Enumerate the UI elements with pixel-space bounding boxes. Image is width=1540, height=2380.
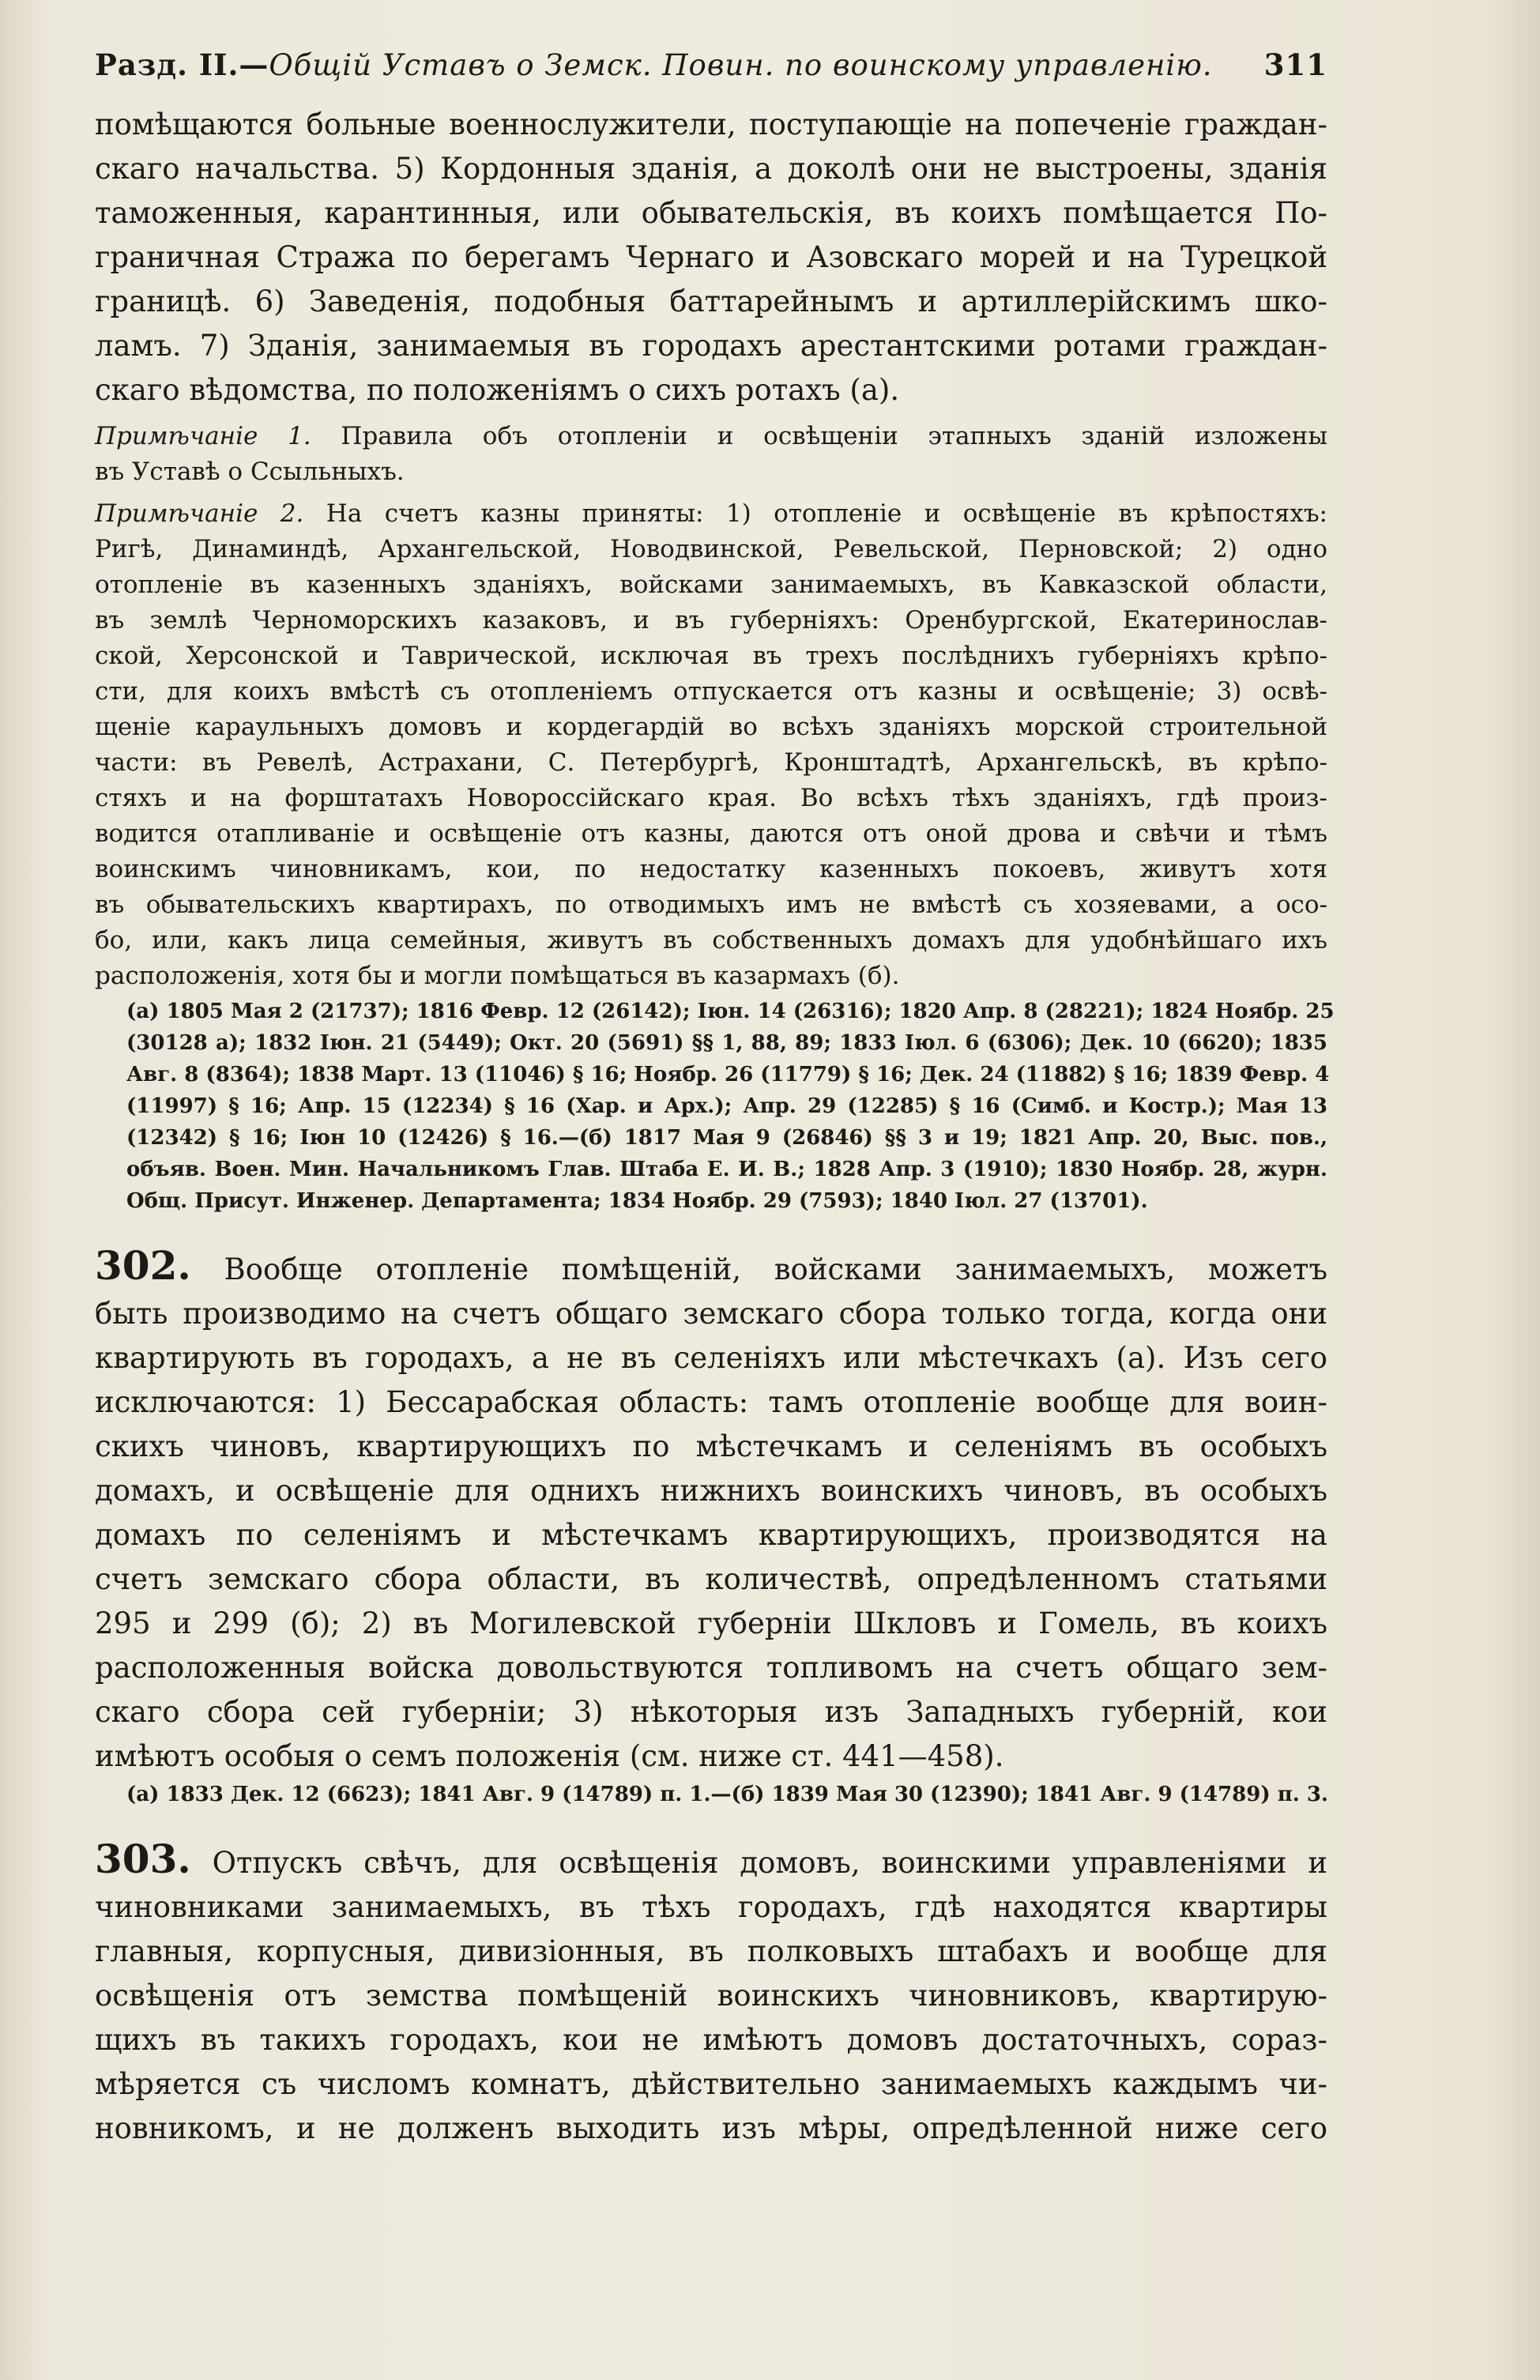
- note-text: воинскимъ чиновникамъ, кои, по недостатку казенныхъ покоевъ, живутъ хотя: [95, 855, 1327, 883]
- article-text: счетъ земскаго сбора области, въ количествѣ, опредѣленномъ статьями: [95, 1562, 1327, 1596]
- note-text: ской, Херсонской и Таврической, исключая въ трехъ послѣднихъ губерніяхъ крѣпо-: [95, 642, 1327, 670]
- text-line: [95, 1336, 1327, 1380]
- header-title-text: Общій Уставъ о Земск. Повин. по воинскому управленію.: [269, 48, 1213, 82]
- article-text: имѣютъ особыя о семъ положенія (см. ниже ст. 441—458).: [95, 1739, 1004, 1773]
- note-text: стяхъ и на форштатахъ Новороссійскаго края. Во всѣхъ тѣхъ зданіяхъ, гдѣ произ-: [95, 784, 1327, 812]
- text-line: [95, 1513, 1327, 1557]
- note-text: въ землѣ Черноморскихъ казаковъ, и въ губерніяхъ: Оренбургской, Екатеринослав-: [95, 606, 1327, 635]
- note-text: На счетъ казны приняты: 1) отопленіе и освѣщеніе въ крѣпостяхъ:: [303, 499, 1327, 528]
- note-label: Примѣчаніе 1.: [95, 422, 311, 450]
- text-line: граничная Стража по берегамъ Чернаго и Азовскаго морей и на Турецкой: [95, 240, 1327, 274]
- text-line: скаго начальства. 5) Кордонныя зданія, а доколѣ они не выстроены, зданія: [95, 152, 1327, 186]
- text-line: помѣщаются больные военнослужители, поступающіе на попеченіе граждан-: [95, 107, 1327, 141]
- article-text: главныя, корпусныя, дивизіонныя, въ полковыхъ штабахъ и вообще для: [95, 1934, 1327, 1968]
- text-line: [95, 710, 1327, 745]
- text-line: [95, 603, 1327, 638]
- note-text: водится отапливаніе и освѣщеніе отъ казны, даются отъ оной дрова и свѣчи и тѣмъ: [95, 819, 1327, 848]
- text-line: [95, 781, 1327, 816]
- article-text: исключаются: 1) Бессарабская область: тамъ отопленіе вообще для воин-: [95, 1385, 1327, 1419]
- header-title: [95, 47, 1213, 82]
- text-line: (а) 1805 Мая 2 (21737); 1816 Февр. 12 (26142); Іюн. 14 (26316); 1820 Апр. 8 (28221); 1824 Ноябр. 25: [126, 1000, 1335, 1023]
- text-line: [95, 816, 1327, 852]
- article-text: домахъ, и освѣщеніе для однихъ нижнихъ воинскихъ чиновъ, въ особыхъ: [95, 1474, 1327, 1508]
- article-text: Вообще отопленіе помѣщеній, войсками занимаемыхъ, можетъ: [190, 1252, 1327, 1286]
- text-line: таможенныя, карантинныя, или обывательскія, въ коихъ помѣщается По-: [95, 196, 1327, 230]
- text-line: [95, 923, 1327, 958]
- text-line: [95, 1380, 1327, 1425]
- article-text: быть производимо на счетъ общаго земскаго сбора только тогда, когда они: [95, 1297, 1327, 1331]
- note-text: въ Уставѣ о Ссыльныхъ.: [95, 458, 405, 486]
- text-line: [95, 419, 1327, 454]
- text-line: [95, 852, 1327, 887]
- note-text: щеніе караульныхъ домовъ и кордегардій во всѣхъ зданіяхъ морской строительной: [95, 713, 1327, 741]
- text-line: границѣ. 6) Заведенія, подобныя баттарейнымъ и артиллерійскимъ шко-: [95, 284, 1327, 318]
- text-line: (12342) § 16; Іюн 10 (12426) § 16.—(б) 1817 Мая 9 (26846) §§ 3 и 19; 1821 Апр. 20, Выс. пов.,: [126, 1126, 1327, 1150]
- article-text: домахъ по селеніямъ и мѣстечкамъ квартирующихъ, производятся на: [95, 1518, 1327, 1552]
- note-label: Примѣчаніе 2.: [95, 499, 304, 528]
- intro-paragraph: [95, 103, 1327, 412]
- text-line: [95, 958, 1327, 994]
- text-line: [95, 1646, 1327, 1690]
- text-line: [95, 1557, 1327, 1602]
- text-line: [95, 1602, 1327, 1646]
- text-line: [95, 1974, 1327, 2018]
- article-text: мѣряется съ числомъ комнатъ, дѣйствительно занимаемыхъ каждымъ чи-: [95, 2067, 1327, 2101]
- text-line: [95, 2018, 1327, 2062]
- article-text: новникомъ, и не долженъ выходить изъ мѣры, опредѣленной ниже сего: [95, 2111, 1327, 2145]
- text-line: Авг. 8 (8364); 1838 Март. 13 (11046) § 16; Ноябр. 26 (11779) § 16; Дек. 24 (11882) § 16; 1839 Февр. 4: [126, 1063, 1330, 1086]
- text-line: [95, 1690, 1327, 1734]
- page-content: [95, 47, 1335, 2151]
- article-number: 303.: [95, 1836, 191, 1882]
- note-text: сти, для коихъ вмѣстѣ съ отопленіемъ отпускается отъ казны и освѣщеніе; 3) освѣ-: [95, 677, 1327, 706]
- article-text: освѣщенія отъ земства помѣщеній воинскихъ чиновниковъ, квартирую-: [95, 1979, 1327, 2013]
- text-line: (11997) § 16; Апр. 15 (12234) § 16 (Хар. и Арх.); Апр. 29 (12285) § 16 (Симб. и Костр.); Мая 13: [126, 1094, 1327, 1118]
- article-text: Отпускъ свѣчъ, для освѣщенія домовъ, воинскими управленіями и: [190, 1846, 1327, 1880]
- article-text: 295 и 299 (б); 2) въ Могилевской губерніи Шкловъ и Гомель, въ коихъ: [95, 1606, 1327, 1640]
- text-line: [95, 567, 1327, 603]
- text-line: [95, 454, 1327, 490]
- article-text: квартирують въ городахъ, а не въ селеніяхъ или мѣстечкахъ (а). Изъ сего: [95, 1341, 1327, 1375]
- text-line: (30128 а); 1832 Іюн. 21 (5449); Окт. 20 (5691) §§ 1, 88, 89; 1833 Іюл. 6 (6306); Дек. 10 (6620); 1835: [126, 1031, 1327, 1055]
- text-line: [95, 532, 1327, 567]
- note-text: отопленіе въ казенныхъ зданіяхъ, войсками занимаемыхъ, въ Кавказской области,: [95, 571, 1327, 599]
- text-line: [95, 887, 1327, 923]
- note-text: бо, или, какъ лица семейныя, живутъ въ собственныхъ домахъ для удобнѣйшаго ихъ: [95, 926, 1327, 955]
- note-text: Ригѣ, Динаминдѣ, Архангельской, Новодвинской, Ревельской, Перновской; 2) одно: [95, 535, 1327, 563]
- note-2: [95, 496, 1327, 994]
- text-line: [95, 674, 1327, 710]
- references-block: [95, 996, 1335, 1217]
- text-line: [95, 1734, 1327, 1779]
- text-line: [95, 1469, 1327, 1513]
- text-line: [95, 1244, 1327, 1292]
- text-line: [95, 1837, 1327, 1885]
- article-303: [95, 1837, 1327, 2151]
- text-line: [95, 2062, 1327, 2107]
- note-text: части: въ Ревелѣ, Астрахани, С. Петербургѣ, Кронштадтѣ, Архангельскѣ, въ крѣпо-: [95, 748, 1327, 777]
- article-302: [95, 1244, 1327, 1779]
- text-line: [95, 1425, 1327, 1469]
- article-text: щихъ въ такихъ городахъ, кои не имѣютъ домовъ достаточныхъ, сораз-: [95, 2023, 1327, 2057]
- text-line: [95, 2107, 1327, 2151]
- text-line: скаго вѣдомства, по положеніямъ о сихъ ротахъ (а).: [95, 373, 900, 407]
- note-text: въ обывательскихъ квартирахъ, по отводимыхъ имъ не вмѣстѣ съ хозяевами, а осо-: [95, 891, 1327, 919]
- text-line: [95, 1292, 1327, 1336]
- article-text: скихъ чиновъ, квартирующихъ по мѣстечкамъ и селеніямъ въ особыхъ: [95, 1429, 1327, 1463]
- running-header: [95, 47, 1327, 82]
- text-line: [95, 1930, 1327, 1974]
- text-line: объяв. Воен. Мин. Начальникомъ Глав. Штаба Е. И. В.; 1828 Апр. 3 (1910); 1830 Ноябр. 28, журн.: [126, 1158, 1327, 1181]
- note-1: [95, 419, 1327, 490]
- article-number: 302.: [95, 1242, 191, 1289]
- article-text: расположенныя войска довольствуются топливомъ на счетъ общаго зем-: [95, 1651, 1327, 1685]
- header-section: Разд. II.—: [95, 47, 269, 82]
- text-line: Общ. Присут. Инженер. Департамента; 1834 Ноябр. 29 (7593); 1840 Іюл. 27 (13701).: [126, 1189, 1148, 1213]
- note-text: расположенія, хотя бы и могли помѣщаться въ казармахъ (б).: [95, 962, 900, 990]
- text-line: [95, 496, 1327, 532]
- text-line: ламъ. 7) Зданія, занимаемыя въ городахъ арестантскими ротами граждан-: [95, 329, 1327, 363]
- article-text: чиновниками занимаемыхъ, въ тѣхъ городахъ, гдѣ находятся квартиры: [95, 1890, 1327, 1924]
- text-line: [95, 1885, 1327, 1930]
- note-text: Правила объ отопленіи и освѣщеніи этапныхъ зданій изложены: [311, 422, 1328, 450]
- article-302-references: (а) 1833 Дек. 12 (6623); 1841 Авг. 9 (14789) п. 1.—(б) 1839 Мая 30 (12390); 1841 Авг. 9 (14789) п. 3.: [126, 1783, 1328, 1806]
- text-line: [95, 638, 1327, 674]
- article-text: скаго сбора сей губерніи; 3) нѣкоторыя изъ Западныхъ губерній, кои: [95, 1695, 1327, 1729]
- page-number: 311: [1263, 47, 1327, 82]
- text-line: [95, 745, 1327, 781]
